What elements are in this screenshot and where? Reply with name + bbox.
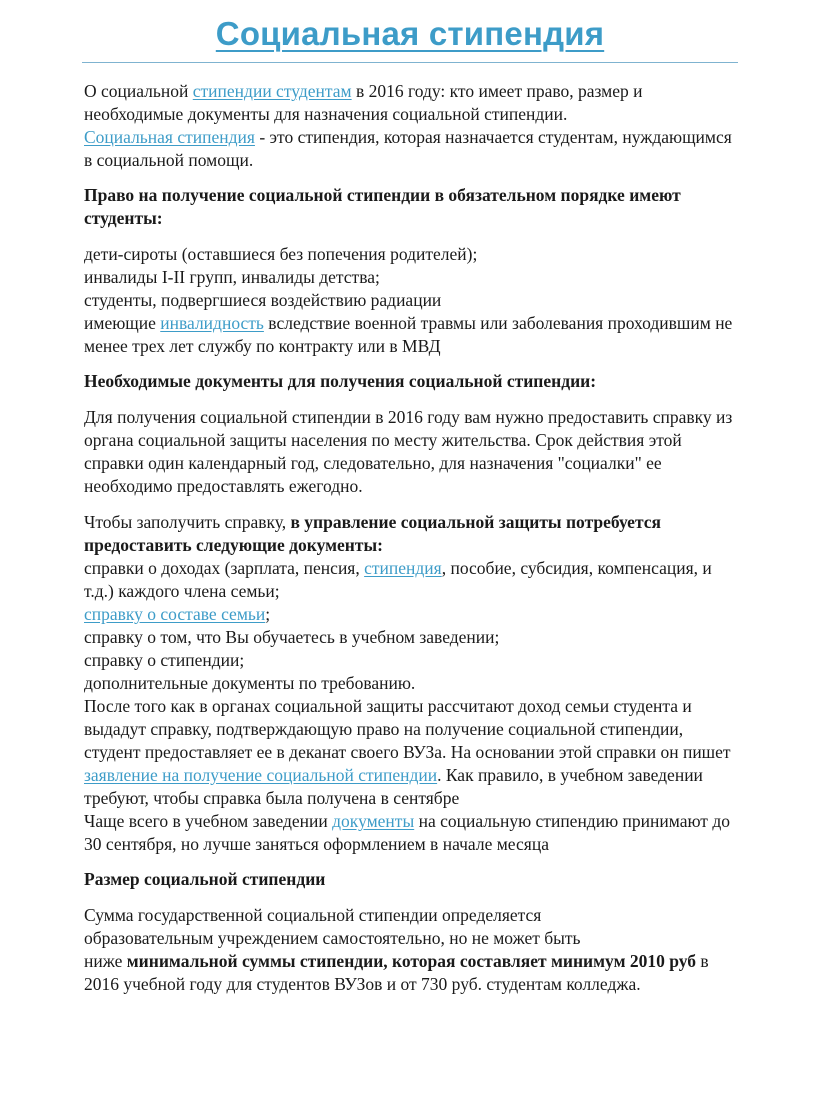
rights-item: инвалиды I-II групп, инвалиды детства; [84, 267, 380, 287]
rights-list [84, 243, 744, 358]
intro-text: в 2016 году: кто имеет право, размер и необходимые документы для назначения социальной стипендии. [84, 81, 643, 124]
page-title: Социальная стипендия [215, 15, 605, 52]
rights-heading: Право на получение социальной стипендии в обязательном порядке имеют студенты: [84, 185, 681, 228]
link-documents[interactable]: документы [332, 811, 415, 831]
intro-paragraph-2 [84, 126, 744, 172]
documents-text: Чтобы заполучить справку, [84, 512, 291, 532]
intro-text: - это стипендия, которая назначается студентам, нуждающимся в социальной помощи. [84, 127, 732, 170]
documents-list-item: справку о стипендии; [84, 650, 245, 670]
article-body [84, 80, 744, 996]
documents-paragraph-3 [84, 695, 744, 810]
documents-list-item [84, 603, 744, 626]
documents-text: ; [265, 604, 271, 624]
rights-item-text: имеющие [84, 313, 161, 333]
documents-list-item: дополнительные документы по требованию. [84, 673, 416, 693]
title-bar [82, 12, 738, 63]
size-line: образовательным учреждением самостоятельно, но не может быть [84, 928, 581, 948]
size-line: Сумма государственной социальной стипендии определяется [84, 905, 542, 925]
rights-item: студенты, подвергшиеся воздействию радиации [84, 290, 442, 310]
intro-text: О социальной [84, 81, 193, 101]
documents-text: на социальную стипендию принимают до 30 сентября, но лучше заняться оформлением в начале месяца [84, 811, 730, 854]
documents-text: . Как правило, в учебном заведении требуют, чтобы справка была получена в сентябре [84, 765, 703, 808]
documents-text: Чаще всего в учебном заведении [84, 811, 333, 831]
size-bold-text: минимальной суммы стипендии, которая составляет минимум 2010 руб [126, 951, 697, 971]
documents-text: справки о доходах (зарплата, пенсия, [84, 558, 365, 578]
intro-paragraph-1 [84, 80, 744, 126]
documents-heading: Необходимые документы для получения социальной стипендии: [84, 371, 597, 391]
rights-item: дети-сироты (оставшиеся без попечения родителей); [84, 244, 478, 264]
size-heading: Размер социальной стипендии [84, 869, 326, 889]
documents-paragraph-1: Для получения социальной стипендии в 2016 году вам нужно предоставить справку из органа социальной защиты населения по месту жительства. Срок действия этой справки один календарный год, следовательно, для назначения "социалки" ее необходимо предоставлять ежегодно. [84, 407, 733, 496]
link-disability[interactable]: инвалидность [160, 313, 264, 333]
link-stipend[interactable]: стипендия [364, 558, 442, 578]
rights-item [84, 312, 744, 358]
documents-text: , пособие, субсидия, компенсация, и т.д.) каждого члена семьи; [84, 558, 712, 601]
documents-list-item [84, 557, 744, 603]
rights-item-text: вследствие военной травмы или заболевания проходившим не менее трех лет службу по контракту или в МВД [84, 313, 733, 356]
documents-bold-text: в управление социальной защиты потребуется предоставить следующие документы: [84, 512, 661, 555]
documents-text: После того как в органах социальной защиты рассчитают доход семьи студента и выдадут справку, подтверждающую право на получение социальной стипендии, студент предоставляет ее в деканат своего ВУЗа. На основании этой справки он пишет [84, 696, 731, 762]
link-scholarship-students[interactable]: стипендии студентам [192, 81, 352, 101]
documents-paragraph-2 [84, 511, 744, 557]
size-text: ниже [84, 951, 127, 971]
documents-paragraph-4 [84, 810, 744, 856]
size-line [84, 950, 744, 996]
documents-list-item: справку о том, что Вы обучаетесь в учебном заведении; [84, 627, 500, 647]
size-text: в 2016 учебной году для студентов ВУЗов и от 730 руб. студентам колледжа. [84, 951, 709, 994]
size-paragraph [84, 904, 744, 996]
link-application[interactable]: заявление на получение социальной стипендии [84, 765, 438, 785]
link-social-scholarship[interactable]: Социальная стипендия [84, 127, 255, 147]
link-family-composition[interactable]: справку о составе семьи [84, 604, 266, 624]
